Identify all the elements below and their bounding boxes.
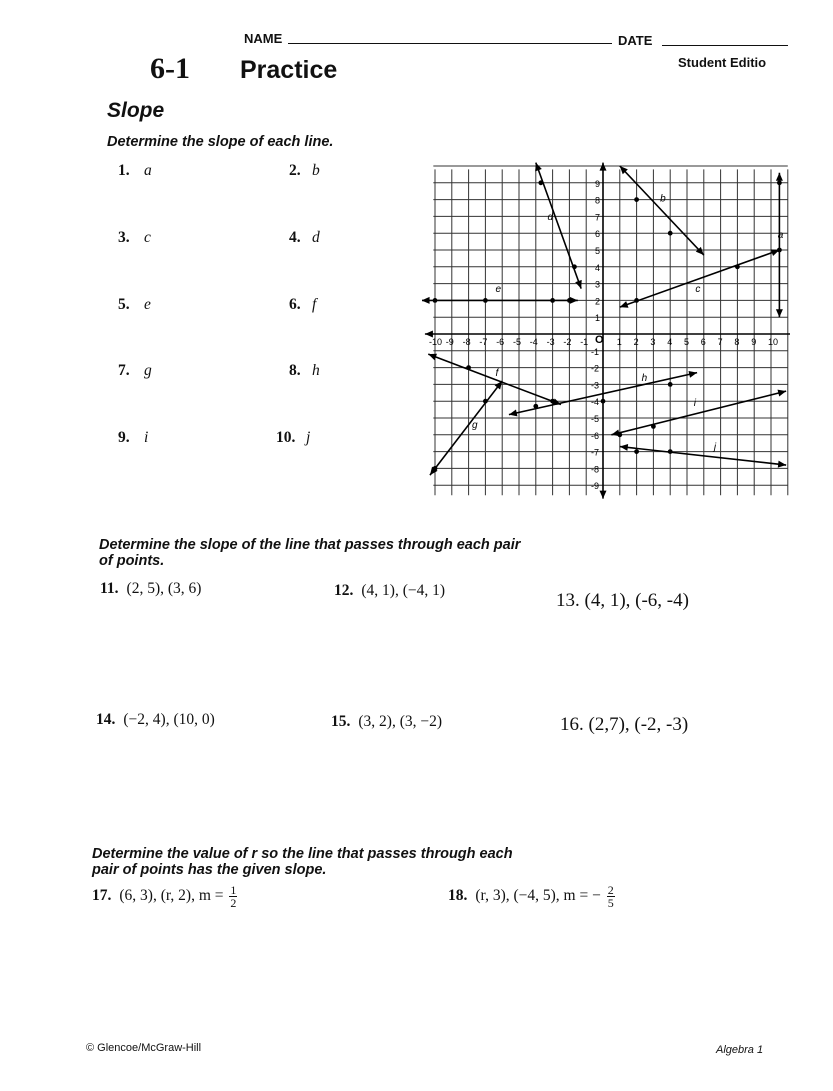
- question-variable: b: [312, 162, 320, 179]
- x-tick-label: 7: [717, 337, 723, 347]
- y-tick-label: 5: [595, 246, 601, 256]
- line-point: [668, 449, 673, 454]
- name-label: NAME: [244, 31, 283, 46]
- y-tick-label: 7: [595, 212, 601, 223]
- question-13: 13. (4, 1), (-6, -4): [556, 590, 689, 611]
- x-tick-label: -2: [563, 337, 572, 347]
- date-field[interactable]: [662, 45, 788, 46]
- x-tick-label: -1: [580, 337, 589, 347]
- line-label: d: [547, 211, 554, 223]
- y-tick-label: -3: [591, 380, 600, 391]
- graph-lines: [422, 163, 786, 475]
- line-point: [634, 197, 639, 202]
- origin-label: O: [595, 334, 604, 346]
- edition-label: Student Editio: [678, 55, 767, 70]
- line-point: [550, 298, 555, 303]
- x-tick-label: -4: [529, 337, 538, 347]
- x-tick-label: -7: [479, 337, 488, 347]
- line-segment: [620, 250, 780, 307]
- y-tick-label: 8: [595, 195, 601, 206]
- question-number: 5.: [118, 296, 130, 313]
- line-b: [620, 166, 704, 255]
- arrow-head: [776, 173, 783, 181]
- x-tick-label: 8: [734, 337, 740, 347]
- line-label: j: [713, 441, 717, 453]
- line-segment: [611, 391, 786, 435]
- arrow-head: [689, 371, 698, 378]
- section-title: Slope: [107, 99, 165, 122]
- line-e: [422, 284, 578, 304]
- part3-instruction: [92, 846, 513, 878]
- question-15: 15. (3, 2), (3, −2): [331, 713, 443, 730]
- line-label: c: [695, 284, 701, 295]
- x-tick-label: 6: [700, 337, 706, 347]
- question-variable: e: [144, 296, 151, 313]
- line-point: [668, 382, 673, 387]
- arrow-head: [620, 301, 629, 308]
- line-point: [538, 180, 543, 185]
- question-14: 14. (−2, 4), (10, 0): [96, 711, 215, 728]
- x-tick-label: -3: [546, 337, 555, 347]
- line-point: [601, 399, 606, 404]
- grid: [433, 166, 787, 495]
- x-tick-label: 5: [684, 337, 690, 347]
- line-segment: [428, 354, 561, 404]
- line-d: [535, 163, 582, 289]
- question-variable: j: [306, 429, 311, 446]
- question-variable: i: [144, 429, 149, 446]
- question-12: 12. (4, 1), (−4, 1): [334, 582, 446, 599]
- line-j: [620, 442, 786, 468]
- line-point: [567, 298, 572, 303]
- question-18: 18. (r, 3), (−4, 5), m = − $\frac{2}{5}$: [448, 883, 614, 910]
- arrow-head: [509, 409, 518, 416]
- line-a: [776, 173, 784, 317]
- question-variable: d: [312, 229, 320, 246]
- question-variable: g: [144, 362, 152, 379]
- x-tick-label: 10: [768, 337, 779, 347]
- line-point: [433, 298, 438, 303]
- x-tick-label: 2: [633, 337, 639, 347]
- x-tick-label: 1: [616, 337, 622, 347]
- y-tick-label: -7: [591, 447, 600, 458]
- y-tick-label: 4: [595, 262, 601, 273]
- question-number: 3.: [118, 229, 130, 246]
- line-point: [550, 399, 555, 404]
- axes: [425, 163, 790, 499]
- line-point: [533, 404, 538, 409]
- x-tick-label: -5: [513, 337, 522, 347]
- x-tick-label: 3: [650, 337, 656, 347]
- line-point: [572, 264, 577, 269]
- x-tick-label: 4: [667, 337, 673, 347]
- part3-instruction-line1: Determine the value of r so the line that passes through each: [92, 846, 513, 862]
- part3-instruction-line2: pair of points has the given slope.: [92, 862, 327, 878]
- arrow-head: [776, 309, 783, 317]
- x-tick-label: -10: [429, 337, 443, 347]
- arrow-head: [422, 297, 430, 304]
- part1-instruction: Determine the slope of each line.: [107, 134, 334, 150]
- y-tick-label: -4: [591, 397, 600, 408]
- part2-instruction-line1: Determine the slope of the line that passes through each pair: [99, 537, 521, 553]
- question-number: 2.: [289, 162, 301, 179]
- line-point: [483, 399, 488, 404]
- line-point: [651, 424, 656, 429]
- line-label: i: [693, 398, 696, 410]
- lesson-number: 6-1: [150, 52, 190, 85]
- question-variable: f: [312, 296, 317, 313]
- arrow-head: [771, 249, 780, 256]
- arrow-head: [535, 163, 542, 172]
- question-11: 11. (2, 5), (3, 6): [100, 580, 202, 597]
- copyright: © Glencoe/McGraw-Hill: [86, 1042, 202, 1054]
- question-number: 1.: [118, 162, 130, 179]
- y-tick-label: -6: [591, 430, 600, 441]
- y-tick-label: 3: [595, 279, 601, 290]
- question-16: 16. (2,7), (-2, -3): [560, 714, 689, 735]
- arrow-head: [600, 163, 607, 171]
- part2-instruction: [99, 537, 520, 569]
- footer-course: Algebra 1: [716, 1044, 764, 1056]
- question-number: 9.: [118, 429, 130, 446]
- question-number: 7.: [118, 362, 130, 379]
- y-tick-label: -8: [591, 464, 600, 475]
- x-tick-label: 9: [751, 337, 757, 347]
- question-17: 17. (6, 3), (r, 2), m = $\frac{1}{2}$: [92, 883, 237, 910]
- line-g: [430, 381, 502, 475]
- question-number: 8.: [289, 362, 301, 379]
- line-label: a: [777, 230, 784, 242]
- line-label: f: [495, 368, 499, 379]
- arrow-head: [575, 280, 582, 289]
- line-point: [777, 180, 782, 185]
- x-tick-label: -9: [445, 337, 454, 347]
- line-point: [433, 466, 438, 471]
- question-variable: c: [144, 229, 151, 246]
- y-tick-label: 9: [595, 178, 601, 189]
- y-tick-label: -1: [591, 346, 600, 357]
- question-variable: a: [144, 162, 152, 179]
- line-point: [668, 231, 673, 236]
- line-segment: [620, 166, 704, 255]
- line-label: g: [471, 420, 478, 432]
- y-tick-label: -5: [591, 414, 600, 424]
- line-point: [634, 449, 639, 454]
- question-number: 4.: [289, 229, 301, 246]
- page-title: Practice: [240, 56, 338, 84]
- line-point: [466, 365, 471, 370]
- line-point: [634, 298, 639, 303]
- coordinate-graph: [422, 160, 790, 500]
- part2-instruction-line2: of points.: [99, 553, 165, 569]
- line-label: h: [641, 373, 648, 385]
- y-tick-label: 1: [595, 313, 601, 324]
- line-segment: [430, 381, 502, 475]
- y-tick-label: 6: [595, 229, 601, 240]
- line-c: [620, 249, 780, 307]
- name-field[interactable]: [288, 43, 612, 44]
- x-tick-label: -8: [462, 337, 471, 347]
- arrow-head: [600, 491, 607, 499]
- date-label: DATE: [618, 33, 653, 48]
- question-number: 6.: [289, 296, 301, 313]
- line-label: e: [495, 284, 502, 295]
- line-segment: [620, 447, 786, 465]
- line-label: b: [660, 193, 666, 205]
- line-i: [611, 390, 786, 438]
- line-point: [483, 298, 488, 303]
- line-point: [617, 432, 622, 437]
- line-point: [735, 264, 740, 269]
- y-tick-label: -2: [591, 363, 600, 374]
- line-f: [428, 354, 561, 405]
- y-tick-label: -9: [591, 481, 600, 492]
- question-variable: h: [312, 362, 320, 379]
- y-tick-label: 2: [595, 296, 601, 307]
- arrow-head: [428, 354, 437, 361]
- question-number: 10.: [276, 429, 296, 446]
- x-tick-label: -6: [496, 337, 505, 347]
